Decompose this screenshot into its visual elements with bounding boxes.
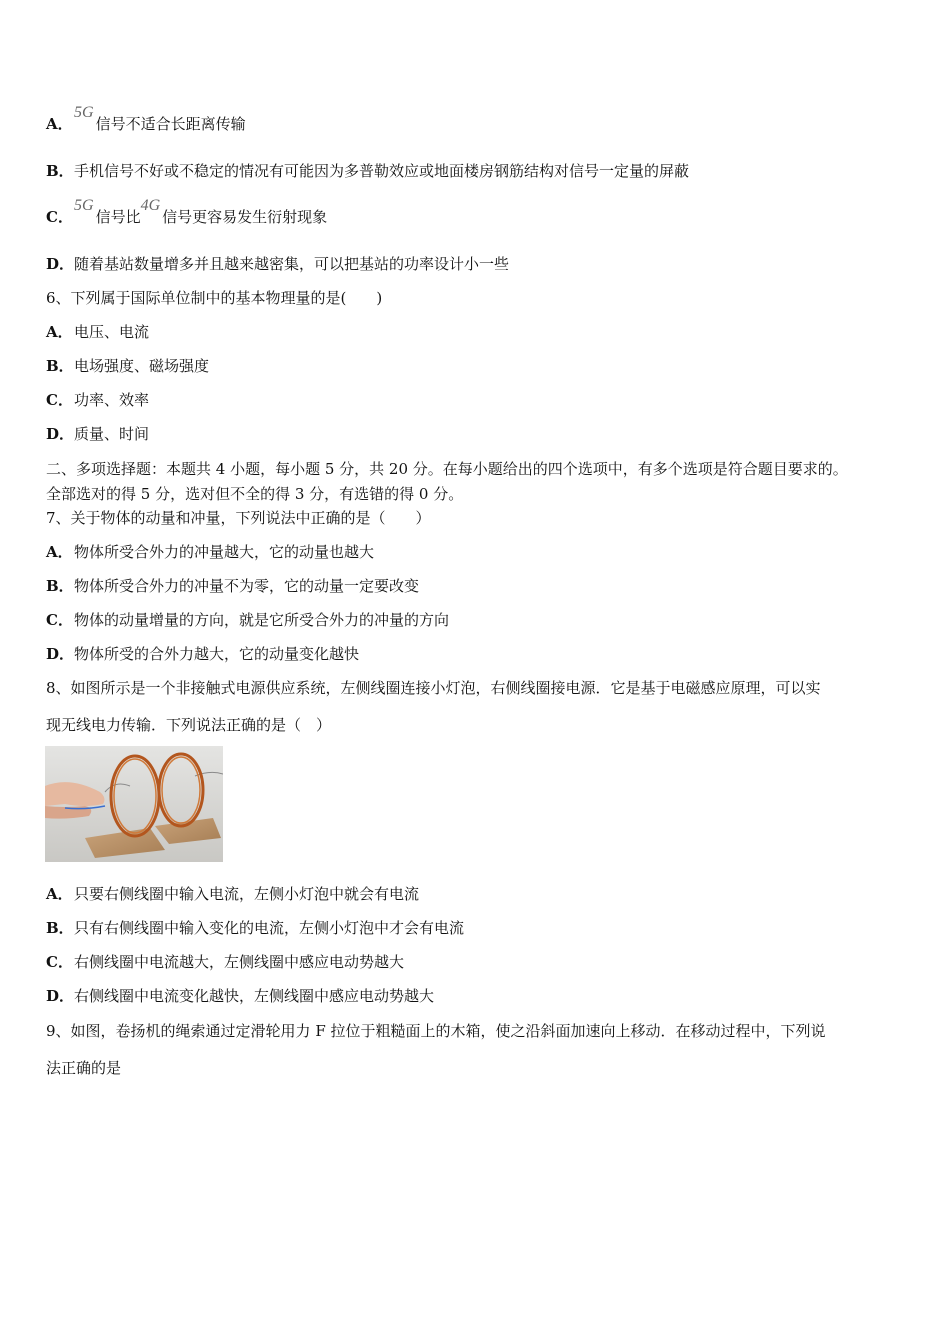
option-label: C． (46, 953, 73, 971)
option-label: D． (46, 425, 75, 443)
option-label: B． (46, 919, 74, 937)
q8-option-c (46, 952, 404, 972)
q7-option-d (46, 644, 359, 664)
q6-stem: 6、下列属于国际单位制中的基本物理量的是( ) (46, 289, 383, 307)
option-label: A． (46, 543, 73, 561)
q9-stem-line2: 法正确的是 (46, 1059, 122, 1077)
q8-option-b (46, 918, 464, 938)
option-label: B． (46, 357, 74, 375)
option-text: 物体所受合外力的冲量不为零，它的动量一定要改变 (74, 577, 420, 595)
q8-stem-line2: 现无线电力传输．下列说法正确的是（ ） (46, 716, 332, 734)
option-text: 物体的动量增量的方向，就是它所受合外力的冲量的方向 (74, 611, 450, 629)
option-text: 右侧线圈中电流变化越快，左侧线圈中感应电动势越大 (74, 987, 435, 1005)
option-text-part1: 信号比 (95, 208, 141, 226)
option-text: 手机信号不好或不稳定的情况有可能因为多普勒效应或地面楼房钢筋结构对信号一定量的屏蔽 (74, 162, 690, 180)
q5-option-d (46, 254, 509, 274)
section-heading-line2: 全部选对的得 5 分，选对但不全的得 3 分，有选错的得 0 分。 (46, 485, 464, 503)
q7-option-a (46, 542, 374, 562)
option-text: 只有右侧线圈中输入变化的电流，左侧小灯泡中才会有电流 (74, 919, 465, 937)
q6-option-d (46, 424, 149, 444)
option-label: C． (46, 611, 73, 629)
option-text: 质量、时间 (74, 425, 150, 443)
q8-option-d (46, 986, 434, 1006)
option-label: B． (46, 577, 74, 595)
option-text: 电场强度、磁场强度 (74, 357, 210, 375)
math-5g: 5G (74, 104, 94, 121)
option-text: 随着基站数量增多并且越来越密集，可以把基站的功率设计小一些 (74, 255, 510, 273)
q5-option-a (46, 104, 246, 135)
q5-option-b (46, 161, 689, 181)
q7-option-b (46, 576, 419, 596)
option-label: C． (46, 391, 73, 409)
option-text: 信号不适合长距离传输 (95, 115, 246, 133)
option-text: 物体所受合外力的冲量越大，它的动量也越大 (74, 543, 375, 561)
q7-stem: 7、关于物体的动量和冲量，下列说法中正确的是（ ） (46, 509, 431, 527)
option-text: 电压、电流 (74, 323, 150, 341)
math-4g: 4G (140, 197, 161, 214)
option-text-part2: 信号更容易发生衍射现象 (162, 208, 328, 226)
option-label: A． (46, 885, 73, 903)
option-text: 右侧线圈中电流越大，左侧线圈中感应电动势越大 (74, 953, 405, 971)
q8-stem-line1: 8、如图所示是一个非接触式电源供应系统，左侧线圈连接小灯泡，右侧线圈接电源．它是基于电磁感应原理，可以实 (46, 679, 821, 697)
option-label: D． (46, 987, 75, 1005)
option-label: B． (46, 162, 74, 180)
q5-option-c (46, 197, 328, 228)
q9-stem-line1: 9、如图，卷扬机的绳索通过定滑轮用力 F 拉位于粗糙面上的木箱，使之沿斜面加速向上移动．在移动过程中，下列说 (46, 1022, 826, 1040)
q7-option-c (46, 610, 449, 630)
q6-option-c (46, 390, 149, 410)
wireless-coil-photo (45, 746, 223, 862)
math-5g: 5G (74, 197, 94, 214)
option-text: 功率、效率 (74, 391, 150, 409)
coil-photo-illustration (45, 746, 223, 862)
option-label: A． (46, 323, 73, 341)
option-text: 物体所受的合外力越大，它的动量变化越快 (74, 645, 360, 663)
option-label: D． (46, 255, 75, 273)
section-heading-line1: 二、多项选择题：本题共 4 小题，每小题 5 分，共 20 分。在每小题给出的四个选项中，有多个选项是符合题目要求的。 (46, 460, 848, 478)
option-text: 只要右侧线圈中输入电流，左侧小灯泡中就会有电流 (74, 885, 420, 903)
q8-option-a (46, 884, 419, 904)
q6-option-b (46, 356, 209, 376)
option-label: A． (46, 115, 73, 133)
option-label: C． (46, 208, 73, 226)
option-label: D． (46, 645, 75, 663)
q6-option-a (46, 322, 149, 342)
